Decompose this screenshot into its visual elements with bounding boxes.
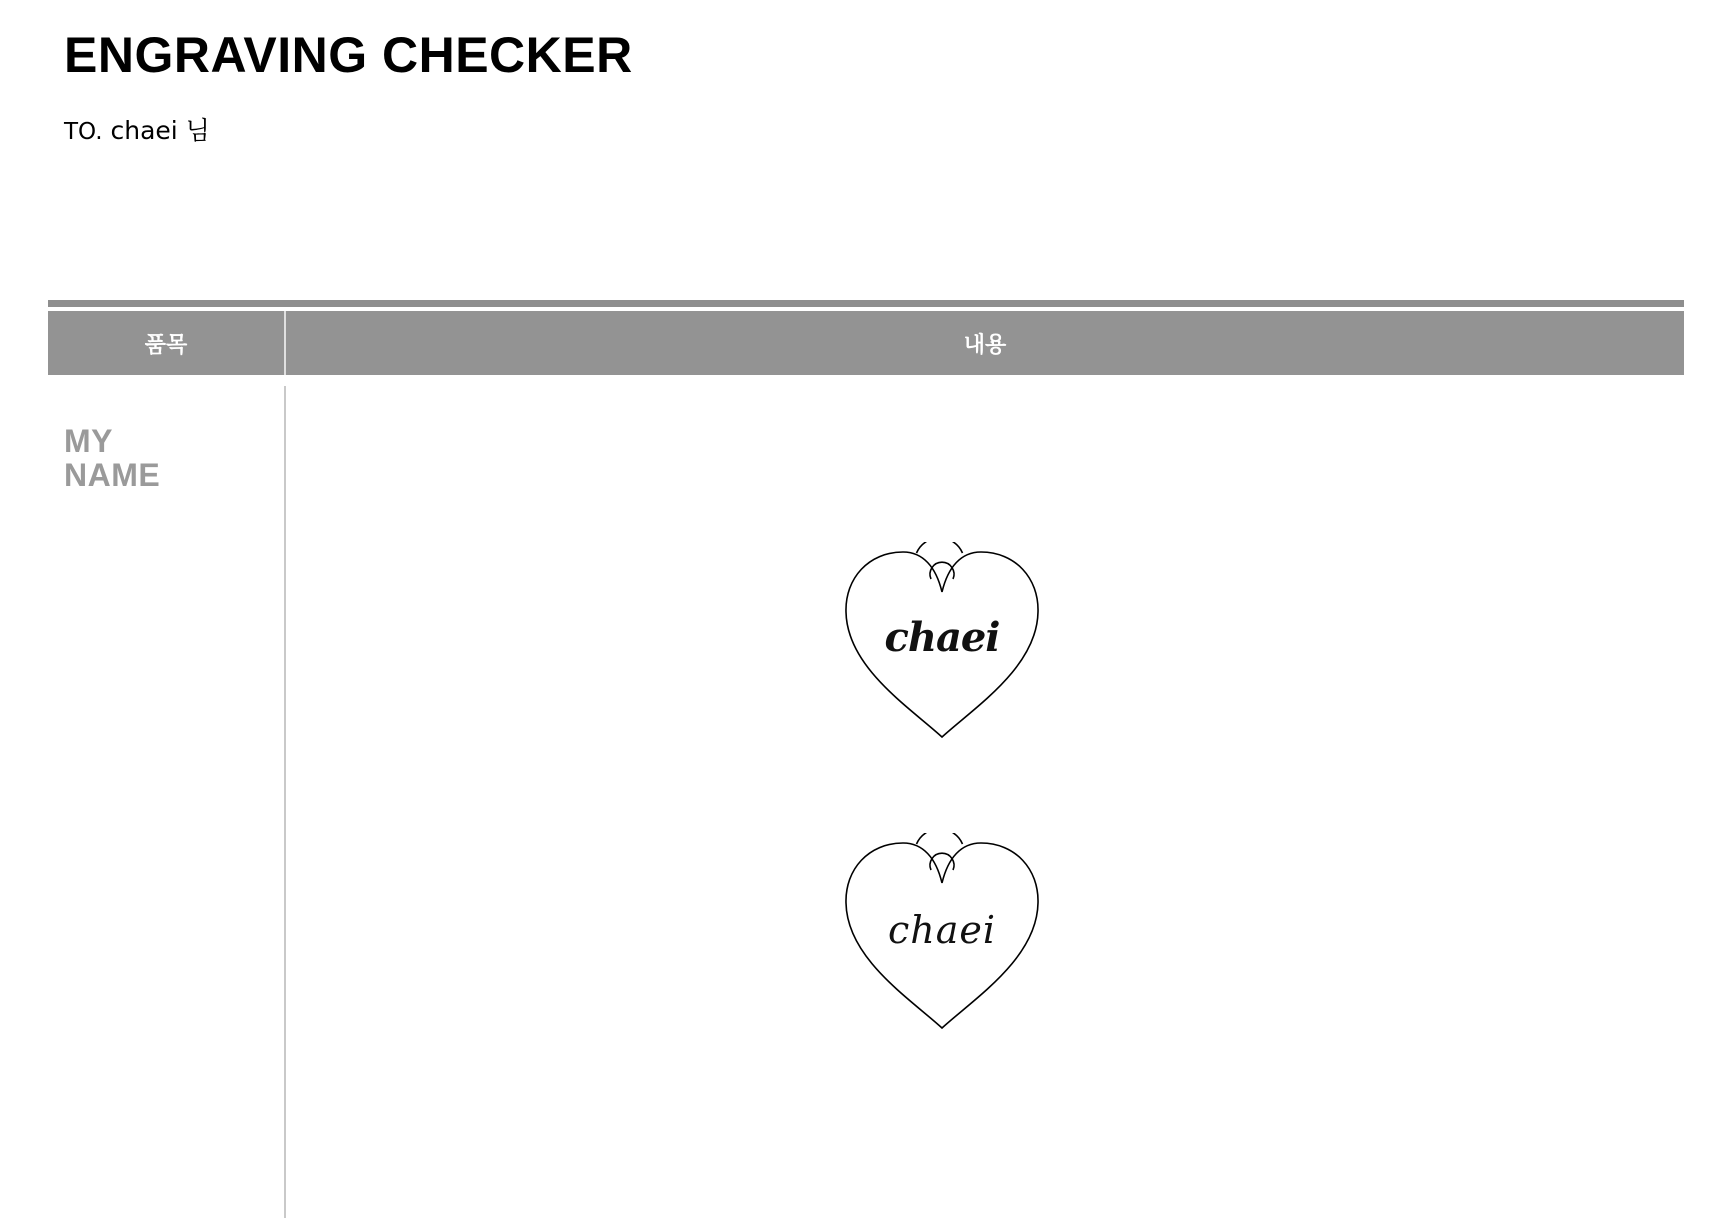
recipient-prefix: TO.	[64, 119, 103, 145]
recipient-line	[64, 116, 210, 147]
heart-charm-preview-1	[839, 542, 1045, 758]
table-header	[48, 311, 1684, 375]
column-header-content: 내용	[963, 332, 1007, 358]
engraving-text-2: chaei	[887, 908, 997, 952]
engraving-text-1: chaei	[884, 614, 1000, 661]
table-top-rule	[48, 300, 1684, 307]
column-header-item: 품목	[48, 311, 286, 375]
page-title: ENGRAVING CHECKER	[64, 27, 633, 83]
row-item-label-line-2: NAME	[64, 457, 161, 493]
column-divider	[284, 386, 286, 1218]
row-item-label-line-1: MY	[64, 423, 113, 459]
row-item-label	[64, 424, 264, 492]
heart-charm-preview-2	[839, 833, 1045, 1049]
recipient-name: chaei 님	[110, 116, 210, 145]
